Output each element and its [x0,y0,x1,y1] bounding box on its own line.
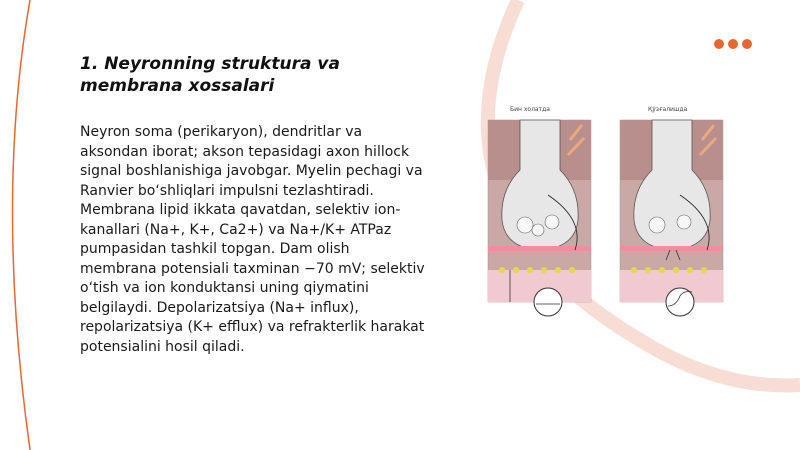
synapse-panel-right [620,120,723,316]
synapse-panel-left [488,120,591,316]
accent-dot [742,39,752,49]
synapse-figure [480,100,730,328]
left-arc-line [13,0,31,450]
accent-dot [714,39,724,49]
accent-dot [728,39,738,49]
right-panel-label: Қўзғалишда [648,106,688,113]
slide-body-text: Neyron soma (perikaryon), dendritlar va aksondan iborat; akson tepasidagi axon hillock signal boshlanishiga javobgar. Myelin pechagi va Ranvier bo‘shliqlari impulsni tezlashtiradi. Membrana lipid ikkata qavatdan, selektiv ion-kanallari (Na+, K+, Ca2+) va Na+/K+ ATPaz pumpasidan tashkil topgan. Dam olish membrana potensiali taxminan −70 mV; selektiv o‘tish va ion konduktansi uning qiymatini belgilaydi. Depolarizatsiya (Na+ influx), repolarizatsiya (K+ efflux) va refrakterlik harakat potensialini hosil qiladi. [80,124,425,355]
left-panel-label: Бин холатда [510,106,550,113]
synapse-illustration [480,100,730,328]
slide-title: 1. Neyronning struktura va membrana xossalari [80,54,340,96]
accent-dots [714,39,752,49]
